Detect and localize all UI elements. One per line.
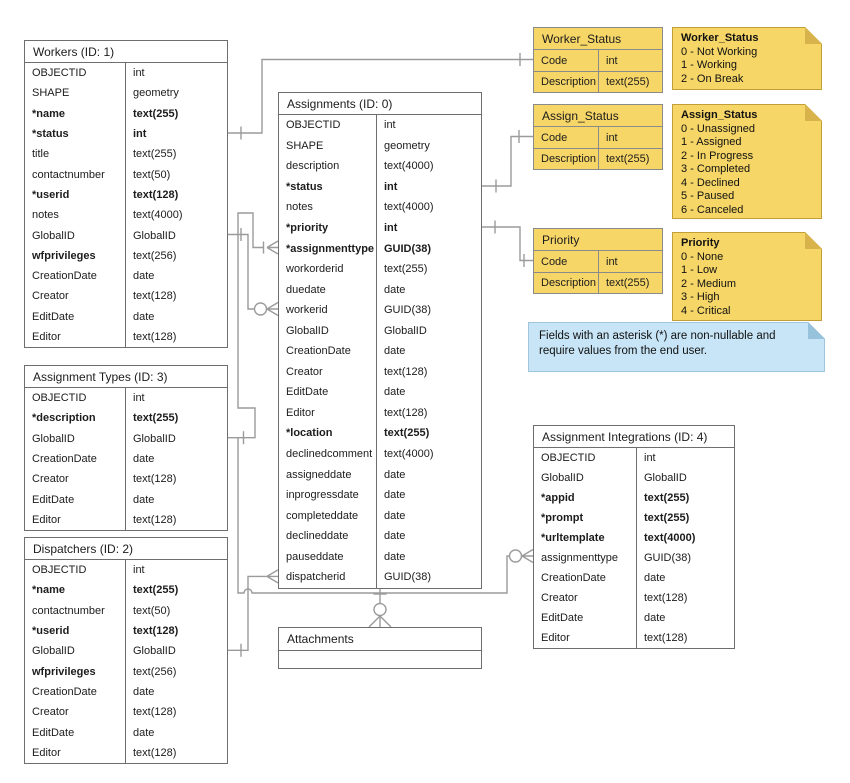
field-row (534, 251, 662, 272)
field-type: text(4000) (636, 528, 734, 548)
sticky-note-priority-note (672, 232, 822, 321)
sticky-note-worker-status-note (672, 27, 822, 90)
field-row (25, 307, 227, 327)
field-type: text(50) (125, 601, 227, 621)
note-title: Assign_Status (681, 109, 758, 121)
field-row (279, 115, 481, 136)
field-row (534, 468, 734, 488)
field-row (25, 408, 227, 428)
field-row (279, 300, 481, 321)
field-name: Description (541, 153, 597, 165)
field-name: declinedcomment (286, 448, 373, 461)
field-row (25, 327, 227, 347)
note-line: 0 - Unassigned (681, 122, 755, 135)
table-title-assignment-types: Assignment Types (ID: 3) (25, 366, 227, 388)
field-name: contactnumber (32, 604, 105, 617)
field-name: assignmenttype (541, 552, 619, 564)
field-name: CreationDate (32, 270, 97, 283)
field-type: text(255) (598, 149, 662, 169)
field-row (25, 641, 227, 661)
table-title-dispatchers: Dispatchers (ID: 2) (25, 538, 227, 560)
field-row (279, 218, 481, 239)
field-type: text(128) (376, 362, 481, 383)
note-line: 0 - Not Working (681, 45, 758, 58)
zero-circle (510, 550, 522, 562)
field-name: inprogressdate (286, 489, 359, 502)
connector-assignments-status-to-assign-status (482, 130, 533, 193)
note-line: Fields with an asterisk (*) are non-nullable and require values from the end user. (539, 330, 776, 357)
field-row (25, 429, 227, 449)
field-type: text(255) (125, 580, 227, 600)
field-row (25, 104, 227, 124)
field-type: text(256) (125, 661, 227, 681)
empty-row (279, 651, 481, 668)
field-name: completeddate (286, 509, 359, 522)
crow-foot (267, 303, 278, 316)
entity-table-workers (24, 40, 228, 348)
field-row (25, 63, 227, 83)
field-type: date (376, 485, 481, 506)
folded-corner (808, 322, 825, 339)
table-title-attachments: Attachments (279, 628, 481, 651)
field-row (25, 124, 227, 144)
field-type: GUID(38) (636, 548, 734, 568)
field-type: text(128) (125, 327, 227, 347)
field-name: EditDate (32, 726, 75, 739)
connector-dispatchers-to-assignments-dispatcherid (228, 570, 278, 657)
field-type: text(4000) (125, 205, 227, 225)
field-name: OBJECTID (32, 564, 87, 577)
folded-corner (805, 27, 822, 44)
field-row (279, 362, 481, 383)
field-name: SHAPE (286, 139, 324, 152)
field-name: SHAPE (32, 87, 70, 100)
field-row (25, 621, 227, 641)
field-row (534, 448, 734, 468)
field-row (279, 403, 481, 424)
note-line: 2 - In Progress (681, 149, 754, 162)
folded-corner (805, 104, 822, 121)
field-type: date (376, 279, 481, 300)
field-name: declineddate (286, 530, 349, 543)
crow-foot (369, 616, 391, 627)
field-type: date (125, 682, 227, 702)
field-type: text(50) (125, 164, 227, 184)
field-name: Editor (286, 406, 315, 419)
table-title-assign-status: Assign_Status (534, 105, 662, 127)
field-name: EditDate (286, 386, 329, 399)
field-row (534, 488, 734, 508)
field-row (25, 580, 227, 600)
field-row (279, 136, 481, 157)
field-type: GlobalID (125, 429, 227, 449)
note-line: 2 - Medium (681, 277, 737, 290)
field-type: text(128) (125, 743, 227, 763)
table-title-worker-status: Worker_Status (534, 28, 662, 50)
field-row (534, 127, 662, 148)
field-type: int (636, 448, 734, 468)
field-type: text(128) (376, 403, 481, 424)
field-row (534, 148, 662, 169)
field-name: GlobalID (286, 324, 329, 337)
field-row (25, 743, 227, 763)
field-row (534, 272, 662, 293)
field-row (25, 702, 227, 722)
field-name: GlobalID (32, 229, 75, 242)
field-type: geometry (125, 83, 227, 103)
zero-circle (374, 604, 386, 616)
crow-foot (522, 550, 533, 563)
field-type: text(4000) (376, 197, 481, 218)
field-row (534, 628, 734, 648)
field-row (534, 548, 734, 568)
field-row (534, 508, 734, 528)
crow-foot (267, 241, 278, 254)
entity-table-assign-status (533, 104, 663, 170)
entity-table-assignment-types (24, 365, 228, 531)
field-row (279, 320, 481, 341)
field-row (534, 588, 734, 608)
field-name: CreationDate (286, 345, 351, 358)
field-name: OBJECTID (541, 452, 596, 464)
field-type: geometry (376, 136, 481, 157)
field-type: date (125, 489, 227, 509)
field-row (279, 444, 481, 465)
note-line: 2 - On Break (681, 72, 744, 85)
field-name: *urltemplate (541, 532, 605, 544)
field-type: date (376, 526, 481, 547)
connector-assignments-priority-to-priority (482, 221, 533, 268)
crow-foot (267, 570, 278, 583)
field-name: workerid (286, 304, 328, 317)
note-line: 6 - Canceled (681, 203, 744, 216)
field-type: date (636, 608, 734, 628)
field-name: GlobalID (32, 432, 75, 445)
field-row (25, 489, 227, 509)
field-row (25, 205, 227, 225)
field-name: EditDate (541, 612, 584, 624)
field-type: text(255) (376, 259, 481, 280)
note-line: 3 - High (681, 291, 720, 303)
field-name: Description (541, 277, 597, 289)
field-type: date (376, 341, 481, 362)
field-name: *assignmenttype (286, 242, 375, 255)
field-row (25, 286, 227, 306)
field-name: *appid (541, 492, 575, 504)
field-name: notes (32, 209, 59, 222)
note-line: 1 - Working (681, 59, 738, 71)
field-type: text(128) (125, 621, 227, 641)
field-name: title (32, 148, 50, 161)
field-name: *status (32, 128, 69, 141)
field-type: int (125, 388, 227, 408)
field-name: Editor (32, 746, 61, 759)
note-line: 0 - None (681, 250, 724, 263)
field-type: int (125, 63, 227, 83)
entity-table-priority (533, 228, 663, 294)
field-row (279, 177, 481, 198)
field-type: GUID(38) (376, 567, 481, 588)
field-row (25, 225, 227, 245)
field-row (279, 197, 481, 218)
note-line: 4 - Critical (681, 304, 731, 317)
field-type: GlobalID (125, 225, 227, 245)
sticky-note-asterisk-note (528, 322, 825, 372)
field-type: GlobalID (636, 468, 734, 488)
field-name: wfprivileges (32, 665, 96, 678)
field-type: int (125, 124, 227, 144)
field-type: date (376, 546, 481, 567)
field-name: assigneddate (286, 468, 352, 481)
note-line: 5 - Paused (681, 190, 735, 202)
field-row (25, 388, 227, 408)
field-type: text(128) (636, 628, 734, 648)
field-name: Code (541, 54, 568, 67)
field-type: date (125, 266, 227, 286)
field-name: *status (286, 180, 323, 193)
field-type: date (376, 505, 481, 526)
field-type: text(128) (636, 588, 734, 608)
field-type: int (376, 218, 481, 239)
field-name: CreationDate (32, 685, 97, 698)
field-row (25, 469, 227, 489)
field-name: *name (32, 107, 66, 120)
field-type: text(255) (598, 273, 662, 293)
field-row (534, 50, 662, 71)
field-row (534, 568, 734, 588)
field-name: *prompt (541, 512, 584, 524)
field-name: Code (541, 131, 568, 144)
field-type: GUID(38) (376, 300, 481, 321)
field-row (25, 661, 227, 681)
field-type: text(128) (125, 702, 227, 722)
field-type: int (125, 560, 227, 580)
field-type: GUID(38) (376, 238, 481, 259)
field-name: GlobalID (541, 472, 584, 484)
zero-circle (255, 303, 267, 315)
field-type: date (636, 568, 734, 588)
field-type: text(128) (125, 469, 227, 489)
field-row (25, 449, 227, 469)
field-name: Creator (541, 592, 578, 604)
entity-table-dispatchers (24, 537, 228, 764)
field-name: description (286, 160, 340, 173)
field-name: wfprivileges (32, 249, 96, 262)
field-row (534, 71, 662, 92)
field-type: text(4000) (376, 444, 481, 465)
field-type: text(128) (125, 185, 227, 205)
field-row (279, 567, 481, 588)
note-line: 1 - Assigned (681, 136, 742, 148)
table-title-priority: Priority (534, 229, 662, 251)
field-name: notes (286, 201, 313, 214)
field-name: Creator (32, 290, 69, 303)
field-name: OBJECTID (32, 67, 87, 80)
entity-table-assignment-integrations (533, 425, 735, 649)
field-type: date (125, 307, 227, 327)
field-type: text(255) (125, 144, 227, 164)
field-row (25, 246, 227, 266)
field-name: Creator (32, 473, 69, 486)
field-type: int (598, 127, 662, 148)
field-row (25, 266, 227, 286)
field-name: CreationDate (32, 453, 97, 466)
entity-table-assignments (278, 92, 482, 589)
field-name: *priority (286, 222, 329, 234)
field-row (279, 279, 481, 300)
field-name: Creator (32, 706, 69, 719)
field-type: text(256) (125, 246, 227, 266)
field-type: date (376, 464, 481, 485)
field-name: duedate (286, 283, 326, 296)
field-row (25, 722, 227, 742)
field-row (25, 185, 227, 205)
field-name: pauseddate (286, 550, 344, 563)
field-row (279, 485, 481, 506)
field-name: contactnumber (32, 168, 105, 181)
entity-table-worker-status (533, 27, 663, 93)
field-row (279, 259, 481, 280)
field-type: text(128) (125, 510, 227, 530)
field-row (279, 382, 481, 403)
field-name: *userid (32, 188, 70, 201)
field-type: text(255) (636, 488, 734, 508)
field-row (25, 601, 227, 621)
field-type: int (376, 177, 481, 198)
field-type: text(128) (125, 286, 227, 306)
note-title: Priority (681, 237, 720, 249)
field-row (25, 560, 227, 580)
field-name: *userid (32, 625, 70, 638)
field-name: Editor (32, 513, 61, 526)
field-type: int (598, 251, 662, 272)
field-type: GlobalID (376, 320, 481, 341)
field-row (279, 238, 481, 259)
field-name: EditDate (32, 493, 75, 506)
field-row (534, 608, 734, 628)
field-row (25, 144, 227, 164)
table-title-workers: Workers (ID: 1) (25, 41, 227, 63)
field-type: date (125, 722, 227, 742)
field-name: *description (32, 412, 96, 425)
note-title: Worker_Status (681, 32, 759, 44)
field-type: date (125, 449, 227, 469)
field-row (279, 341, 481, 362)
field-type: text(255) (376, 423, 481, 444)
field-name: OBJECTID (286, 119, 341, 132)
field-name: *location (286, 427, 333, 440)
field-type: int (598, 50, 662, 71)
field-row (25, 83, 227, 103)
field-type: text(4000) (376, 156, 481, 177)
field-name: *name (32, 584, 66, 597)
field-name: GlobalID (32, 645, 75, 658)
field-type: text(255) (598, 72, 662, 92)
field-name: Editor (541, 632, 570, 644)
field-row (279, 546, 481, 567)
field-name: Code (541, 255, 568, 268)
field-name: dispatcherid (286, 571, 346, 584)
field-name: Editor (32, 331, 61, 343)
field-row (279, 423, 481, 444)
field-type: int (376, 115, 481, 136)
field-name: OBJECTID (32, 392, 87, 405)
field-type: GlobalID (125, 641, 227, 661)
field-row (279, 505, 481, 526)
field-type: text(255) (636, 508, 734, 528)
field-type: date (376, 382, 481, 403)
field-row (279, 526, 481, 547)
field-name: workorderid (286, 263, 344, 276)
field-row (279, 156, 481, 177)
field-type: text(255) (125, 408, 227, 428)
field-name: Description (541, 76, 597, 88)
note-line: 1 - Low (681, 264, 718, 276)
note-line: 4 - Declined (681, 176, 740, 189)
field-name: CreationDate (541, 572, 606, 584)
field-row (25, 510, 227, 530)
table-title-assignment-integrations: Assignment Integrations (ID: 4) (534, 426, 734, 448)
note-line: 3 - Completed (681, 163, 751, 175)
field-row (25, 682, 227, 702)
field-name: EditDate (32, 310, 75, 323)
entity-table-attachments (278, 627, 482, 669)
folded-corner (805, 232, 822, 249)
field-name: Creator (286, 365, 323, 378)
sticky-note-assign-status-note (672, 104, 822, 219)
table-title-assignments: Assignments (ID: 0) (279, 93, 481, 115)
field-row (279, 464, 481, 485)
field-type: text(255) (125, 104, 227, 124)
connector-types-to-assignments-assignmenttype (228, 213, 278, 444)
field-row (25, 164, 227, 184)
field-row (534, 528, 734, 548)
